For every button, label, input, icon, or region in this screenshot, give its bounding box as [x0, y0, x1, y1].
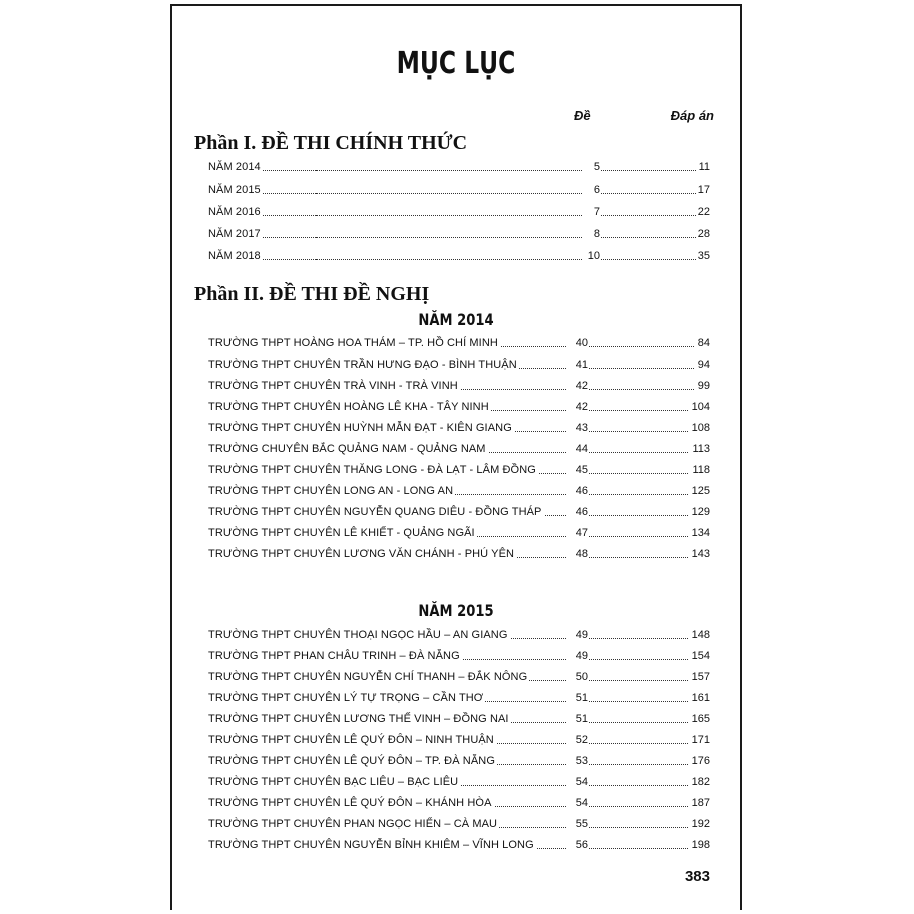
toc-row[interactable]	[208, 815, 710, 833]
toc-answer-page: 187	[689, 794, 710, 812]
toc-entry-name: TRƯỜNG THPT CHUYÊN HOÀNG LÊ KHA - TÂY NINH	[208, 398, 491, 416]
toc-exam-page: 7	[582, 203, 600, 221]
toc-exam-page: 46	[566, 503, 588, 521]
leader-dots	[316, 237, 710, 238]
toc-answer-page: 165	[689, 710, 710, 728]
toc-exam-page: 47	[566, 524, 588, 542]
toc-row[interactable]	[208, 836, 710, 854]
toc-exam-page: 46	[566, 482, 588, 500]
toc-answer-page: 134	[689, 524, 710, 542]
toc-answer-page: 118	[689, 461, 710, 479]
toc-exam-page: 6	[582, 181, 600, 199]
toc-row[interactable]	[208, 545, 710, 563]
toc-entry-name: TRƯỜNG THPT PHAN CHÂU TRINH – ĐÀ NẴNG	[208, 647, 462, 665]
toc-entry-name: NĂM 2014	[208, 158, 263, 176]
toc-entry-name: TRƯỜNG THPT CHUYÊN LÊ QUÝ ĐÔN – NINH THUẬN	[208, 731, 496, 749]
toc-entry-name: TRƯỜNG THPT CHUYÊN LÊ KHIẾT - QUẢNG NGÃI	[208, 524, 477, 542]
toc-answer-page: 108	[689, 419, 710, 437]
toc-exam-page: 41	[566, 356, 588, 374]
toc-exam-page: 54	[566, 773, 588, 791]
toc-row[interactable]	[208, 710, 710, 728]
toc-row[interactable]	[208, 752, 710, 770]
column-header-exam: Đề	[574, 108, 591, 123]
toc-entry-name: TRƯỜNG THPT CHUYÊN THOẠI NGỌC HẦU – AN GIANG	[208, 626, 510, 644]
page-number: 383	[684, 868, 710, 885]
toc-row[interactable]	[208, 419, 710, 437]
toc-exam-page: 52	[566, 731, 588, 749]
toc-row[interactable]	[208, 668, 710, 686]
toc-exam-page: 54	[566, 794, 588, 812]
toc-entry-name: TRƯỜNG THPT CHUYÊN NGUYỄN CHÍ THANH – ĐẮK NÔNG	[208, 668, 529, 686]
toc-entry-name: TRƯỜNG THPT CHUYÊN NGUYỄN QUANG DIÊU - ĐỒNG THÁP	[208, 503, 544, 521]
toc-row[interactable]	[208, 626, 710, 644]
toc-exam-page: 42	[566, 377, 588, 395]
toc-row[interactable]	[208, 482, 710, 500]
year-heading: NĂM 2014	[418, 310, 494, 329]
toc-answer-page: 84	[695, 334, 710, 352]
toc-exam-page: 48	[566, 545, 588, 563]
part2-title: Phần II. ĐỀ THI ĐỀ NGHỊ	[194, 283, 430, 305]
toc-exam-page: 44	[566, 440, 588, 458]
toc-row[interactable]	[208, 158, 710, 176]
toc-entry-name: TRƯỜNG THPT CHUYÊN LÊ QUÝ ĐÔN – KHÁNH HÒA	[208, 794, 494, 812]
toc-row[interactable]	[208, 203, 710, 221]
toc-answer-page: 129	[689, 503, 710, 521]
toc-answer-page: 11	[697, 158, 710, 176]
toc-exam-page: 45	[566, 461, 588, 479]
toc-exam-page: 49	[566, 626, 588, 644]
toc-answer-page: 198	[689, 836, 710, 854]
toc-entry-name: NĂM 2018	[208, 247, 263, 265]
toc-exam-page: 8	[582, 225, 600, 243]
toc-answer-page: 148	[689, 626, 710, 644]
toc-answer-page: 22	[696, 203, 710, 221]
toc-row[interactable]	[208, 377, 710, 395]
leader-dots	[316, 259, 710, 260]
toc-entry-name: NĂM 2016	[208, 203, 263, 221]
toc-row[interactable]	[208, 647, 710, 665]
page-title: MỤC LỤC	[396, 46, 516, 81]
toc-row[interactable]	[208, 503, 710, 521]
toc-row[interactable]	[208, 440, 710, 458]
toc-row[interactable]	[208, 181, 710, 199]
toc-answer-page: 192	[689, 815, 710, 833]
toc-row[interactable]	[208, 524, 710, 542]
toc-exam-page: 5	[582, 158, 600, 176]
year-heading: NĂM 2015	[418, 601, 494, 620]
toc-exam-page: 40	[566, 334, 588, 352]
toc-entry-name: TRƯỜNG THPT CHUYÊN PHAN NGỌC HIỂN – CÀ MAU	[208, 815, 499, 833]
toc-row[interactable]	[208, 247, 710, 265]
toc-entry-name: TRƯỜNG THPT CHUYÊN TRÀ VINH - TRÀ VINH	[208, 377, 460, 395]
toc-row[interactable]	[208, 398, 710, 416]
book-page	[170, 4, 742, 910]
toc-entry-name: TRƯỜNG THPT CHUYÊN BẠC LIÊU – BẠC LIÊU	[208, 773, 460, 791]
toc-answer-page: 113	[689, 440, 710, 458]
toc-answer-page: 99	[695, 377, 710, 395]
toc-answer-page: 182	[689, 773, 710, 791]
toc-row[interactable]	[208, 731, 710, 749]
toc-entry-name: TRƯỜNG THPT CHUYÊN LÊ QUÝ ĐÔN – TP. ĐÀ NẴNG	[208, 752, 497, 770]
toc-answer-page: 161	[689, 689, 710, 707]
toc-row[interactable]	[208, 461, 710, 479]
toc-exam-page: 51	[566, 689, 588, 707]
toc-exam-page: 49	[566, 647, 588, 665]
toc-answer-page: 104	[689, 398, 710, 416]
toc-answer-page: 125	[689, 482, 710, 500]
toc-answer-page: 157	[689, 668, 710, 686]
toc-answer-page: 35	[696, 247, 710, 265]
toc-entry-name: TRƯỜNG THPT CHUYÊN LƯƠNG THẾ VINH – ĐỒNG NAI	[208, 710, 511, 728]
part1-title: Phần I. ĐỀ THI CHÍNH THỨC	[194, 132, 468, 154]
toc-entry-name: TRƯỜNG THPT CHUYÊN LƯƠNG VĂN CHÁNH - PHÚ YÊN	[208, 545, 516, 563]
toc-exam-page: 50	[566, 668, 588, 686]
toc-row[interactable]	[208, 356, 710, 374]
toc-row[interactable]	[208, 773, 710, 791]
toc-entry-name: TRƯỜNG THPT HOÀNG HOA THÁM – TP. HỒ CHÍ MINH	[208, 334, 500, 352]
toc-entry-name: TRƯỜNG THPT CHUYÊN TRẦN HƯNG ĐẠO - BÌNH THUẬN	[208, 356, 519, 374]
toc-exam-page: 43	[566, 419, 588, 437]
toc-row[interactable]	[208, 689, 710, 707]
toc-entry-name: TRƯỜNG THPT CHUYÊN NGUYỄN BỈNH KHIÊM – VĨNH LONG	[208, 836, 536, 854]
toc-entry-name: TRƯỜNG THPT CHUYÊN LONG AN - LONG AN	[208, 482, 455, 500]
toc-answer-page: 94	[695, 356, 710, 374]
toc-exam-page: 56	[566, 836, 588, 854]
toc-exam-page: 42	[566, 398, 588, 416]
toc-entry-name: NĂM 2015	[208, 181, 263, 199]
toc-exam-page: 10	[582, 247, 600, 265]
toc-entry-name: NĂM 2017	[208, 225, 263, 243]
toc-entry-name: TRƯỜNG THPT CHUYÊN LÝ TỰ TRỌNG – CẦN THƠ	[208, 689, 485, 707]
column-header-answer: Đáp án	[670, 108, 714, 123]
toc-exam-page: 55	[566, 815, 588, 833]
toc-entry-name: TRƯỜNG THPT CHUYÊN HUỲNH MẪN ĐẠT - KIÊN GIANG	[208, 419, 514, 437]
toc-row[interactable]	[208, 794, 710, 812]
toc-row[interactable]	[208, 334, 710, 352]
toc-answer-page: 176	[689, 752, 710, 770]
leader-dots	[316, 215, 710, 216]
toc-exam-page: 51	[566, 710, 588, 728]
leader-dots	[316, 170, 710, 171]
toc-answer-page: 17	[696, 181, 710, 199]
toc-answer-page: 28	[696, 225, 710, 243]
toc-exam-page: 53	[566, 752, 588, 770]
toc-row[interactable]	[208, 225, 710, 243]
toc-answer-page: 154	[689, 647, 710, 665]
toc-answer-page: 143	[689, 545, 710, 563]
leader-dots	[316, 193, 710, 194]
toc-answer-page: 171	[689, 731, 710, 749]
toc-entry-name: TRƯỜNG THPT CHUYÊN THĂNG LONG - ĐÀ LẠT - LÂM ĐỒNG	[208, 461, 538, 479]
toc-entry-name: TRƯỜNG CHUYÊN BẮC QUẢNG NAM - QUẢNG NAM	[208, 440, 488, 458]
